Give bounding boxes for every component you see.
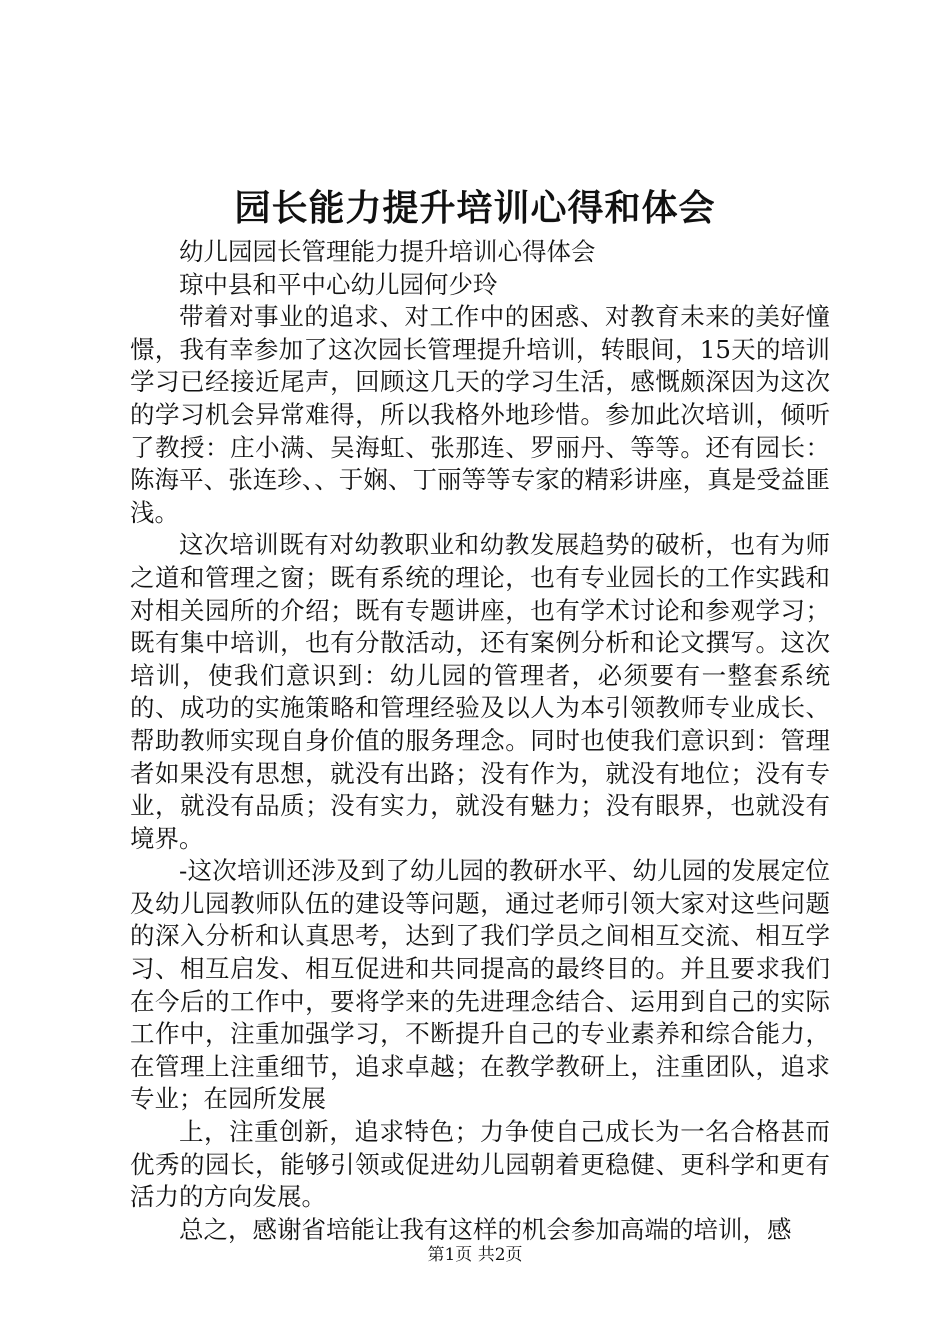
body-paragraph: 上，注重创新，追求特色；力争使自己成长为一名合格甚而优秀的园长，能够引领或促进幼儿园朝着更稳健、更科学和更有活力的方向发展。	[130, 1117, 830, 1212]
body-paragraph: -这次培训还涉及到了幼儿园的教研水平、幼儿园的发展定位及幼儿园教师队伍的建设等问题，通过老师引领大家对这些问题的深入分析和认真思考，达到了我们学员之间相互交流、相互学习、相互启发、相互促进和共同提高的最终目的。并且要求我们在今后的工作中，要将学来的先进理念结合、运用到自己的实际工作中，注重加强学习，不断提升自己的专业素养和综合能力，在管理上注重细节，追求卓越；在教学教研上，注重团队，追求专业；在园所发展	[130, 856, 830, 1114]
document-body	[130, 236, 830, 1246]
page-footer: 第1页 共2页	[427, 1245, 523, 1265]
body-paragraph: 总之，感谢省培能让我有这样的机会参加高端的培训，感	[179, 1214, 792, 1244]
author-line: 琼中县和平中心幼儿园何少玲	[179, 269, 498, 299]
subtitle-line: 幼儿园园长管理能力提升培训心得体会	[179, 237, 596, 266]
body-paragraph: 这次培训既有对幼教职业和幼教发展趋势的破析，也有为师之道和管理之窗；既有系统的理论，也有专业园长的工作实践和对相关园所的介绍；既有专题讲座，也有学术讨论和参观学习；既有集中培训，也有分散活动，还有案例分析和论文撰写。这次培训，使我们意识到：幼儿园的管理者，必须要有一整套系统的、成功的实施策略和管理经验及以人为本引领教师专业成长、帮助教师实现自身价值的服务理念。同时也使我们意识到：管理者如果没有思想，就没有出路；没有作为，就没有地位；没有专业，就没有品质；没有实力，就没有魅力；没有眼界，也就没有境界。	[130, 530, 830, 853]
body-paragraph: 带着对事业的追求、对工作中的困惑、对教育未来的美好憧憬，我有幸参加了这次园长管理提升培训，转眼间，15天的培训学习已经接近尾声，回顾这几天的学习生活，感慨颇深因为这次的学习机会异常难得，所以我格外地珍惜。参加此次培训，倾听了教授：庄小满、吴海虹、张那连、罗丽丹、等等。还有园长：陈海平、张连珍、、于娴、丁丽等等专家的精彩讲座，真是受益匪浅。	[130, 302, 830, 527]
document-title: 园长能力提升培训心得和体会	[234, 187, 716, 229]
